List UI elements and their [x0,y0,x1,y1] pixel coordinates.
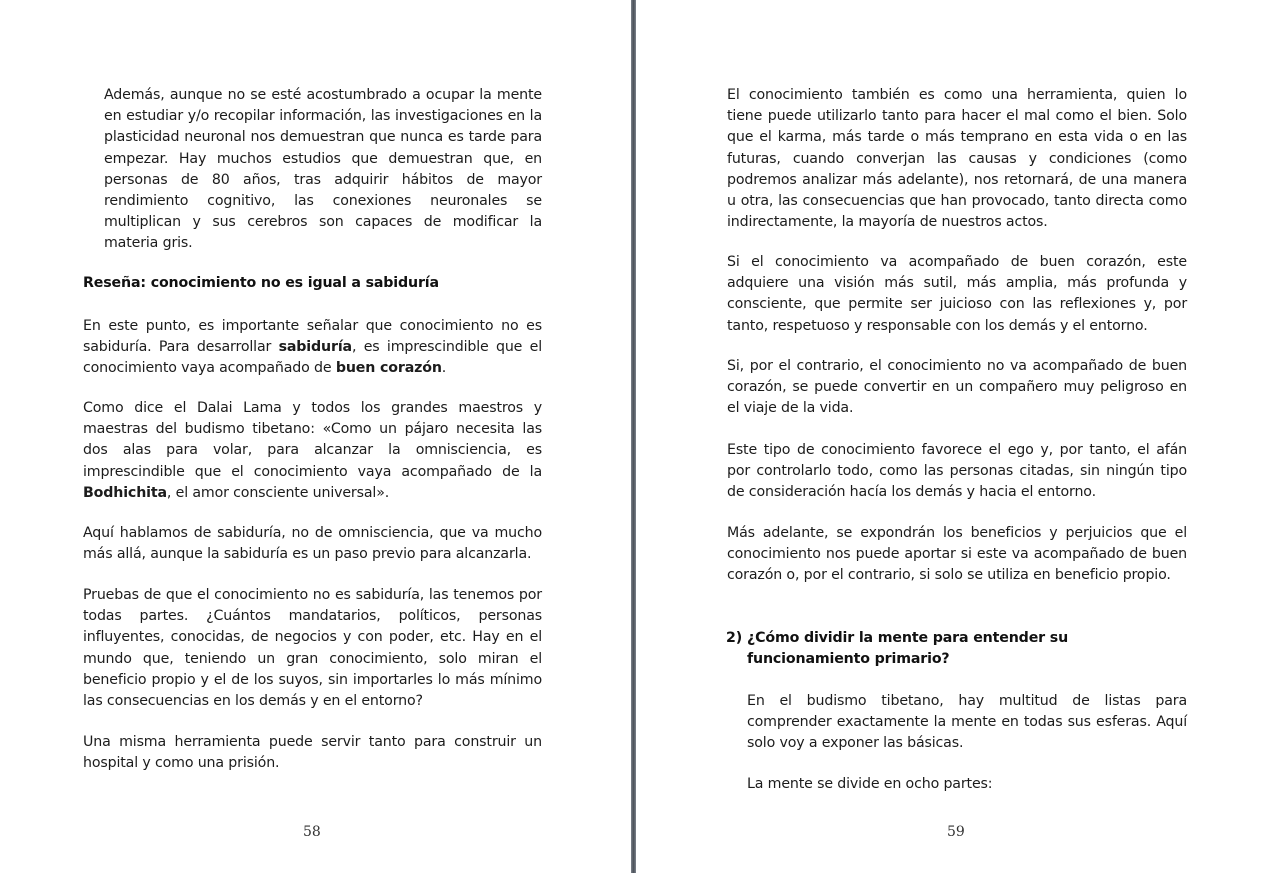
left-p2-part-a: En este punto, es importante señalar que conocimiento no es sabiduría. Para desarrollar [83,318,542,356]
bold-bodhichita: Bodhichita [83,484,167,501]
right-paragraph-4 [727,440,1187,504]
right-paragraph-3-text: Si, por el contrario, el conocimiento no va acompañado de buen corazón, se puede convertir en un compañero muy peligroso en el viaje de la vida. [727,358,1187,417]
right-paragraph-5 [727,523,1187,587]
right-page-number: 59 [947,824,965,840]
right-paragraph-6-text: En el budismo tibetano, hay multitud de listas para comprender exactamente la mente en todas sus esferas. Aquí solo voy a exponer las básicas. [747,693,1187,752]
left-page-number: 58 [303,824,321,840]
right-paragraph-1 [727,85,1187,233]
left-paragraph-3 [83,398,542,504]
left-paragraph-1 [104,85,542,255]
left-paragraph-4-text: Aquí hablamos de sabiduría, no de omnisciencia, que va mucho más allá, aunque la sabiduría es un paso previo para alcanzarla. [83,525,542,563]
left-paragraph-2 [83,316,542,380]
section-heading-resena: Reseña: conocimiento no es igual a sabiduría [83,275,439,291]
section-heading-number: 2) [726,630,743,646]
left-paragraph-4 [83,523,542,565]
left-p3-part-a: Como dice el Dalai Lama y todos los grandes maestros y maestras del budismo tibetano: «Como un pájaro necesita las dos alas para volar, para alcanzar la omnisciencia, es imprescindible que el conocimiento vaya acompañado de la [83,400,542,480]
left-paragraph-1-text: Además, aunque no se esté acostumbrado a ocupar la mente en estudiar y/o recopilar información, las investigaciones en la plasticidad neuronal nos demuestran que nunca es tarde para empezar. Hay muchos estudios que demuestran que, en personas de 80 años, tras adquirir hábitos de mayor rendimiento cognitivo, las conexiones neuronales se multiplican y sus cerebros son capaces de modificar la materia gris. [104,87,542,252]
right-paragraph-4-text: Este tipo de conocimiento favorece el ego y, por tanto, el afán por controlarlo todo, como las personas citadas, sin ningún tipo de consideración hacía los demás y hacia el entorno. [727,442,1187,501]
right-paragraph-7 [747,774,1187,795]
right-paragraph-5-text: Más adelante, se expondrán los beneficios y perjuicios que el conocimiento nos puede aportar si este va acompañado de buen corazón o, por el contrario, si solo se utiliza en beneficio propio. [727,525,1187,584]
right-paragraph-3 [727,356,1187,420]
right-paragraph-2-text: Si el conocimiento va acompañado de buen corazón, este adquiere una visión más sutil, más amplia, más profunda y consciente, que permite ser juicioso con las reflexiones y, por tanto, respetuoso y responsable con los demás y el entorno. [727,254,1187,334]
right-paragraph-1-text: El conocimiento también es como una herramienta, quien lo tiene puede utilizarlo tanto para hacer el mal como el bien. Solo que el karma, más tarde o más temprano en esta vida o en las futuras, cuando converjan las causas y condiciones (como podremos analizar más adelante), nos retornará, de una manera u otra, las consecuencias que han provocado, tanto directa como indirectamente, la mayoría de nuestros actos. [727,87,1187,231]
right-paragraph-6 [747,691,1187,755]
right-page [636,0,1277,873]
section-heading-2 [726,628,1187,672]
bold-buen-corazon: buen corazón [335,360,442,377]
right-paragraph-7-text: La mente se divide en ocho partes: [747,776,993,792]
left-paragraph-6-text: Una misma herramienta puede servir tanto para construir un hospital y como una prisión. [83,734,542,772]
left-p2-part-c: , es imprescindible que el conocimiento vaya acompañado de [83,339,542,377]
left-p3-part-c: , el amor consciente universal». [166,484,390,501]
left-paragraph-5 [83,585,542,712]
bold-sabiduria: sabiduría [278,339,352,356]
left-p2-part-e: . [441,360,447,377]
section-heading-text: ¿Cómo dividir la mente para entender su funcionamiento primario? [747,630,1069,668]
right-paragraph-2 [727,252,1187,337]
left-page [0,0,631,873]
left-paragraph-5-text: Pruebas de que el conocimiento no es sabiduría, las tenemos por todas partes. ¿Cuántos mandatarios, políticos, personas influyentes, conocidas, de negocios y con poder, etc. Hay en el mundo que, teniendo un gran conocimiento, solo miran el beneficio propio y el de los suyos, sin importarles lo más mínimo las consecuencias en los demás y en el entorno? [83,587,542,710]
left-paragraph-6 [83,732,542,774]
